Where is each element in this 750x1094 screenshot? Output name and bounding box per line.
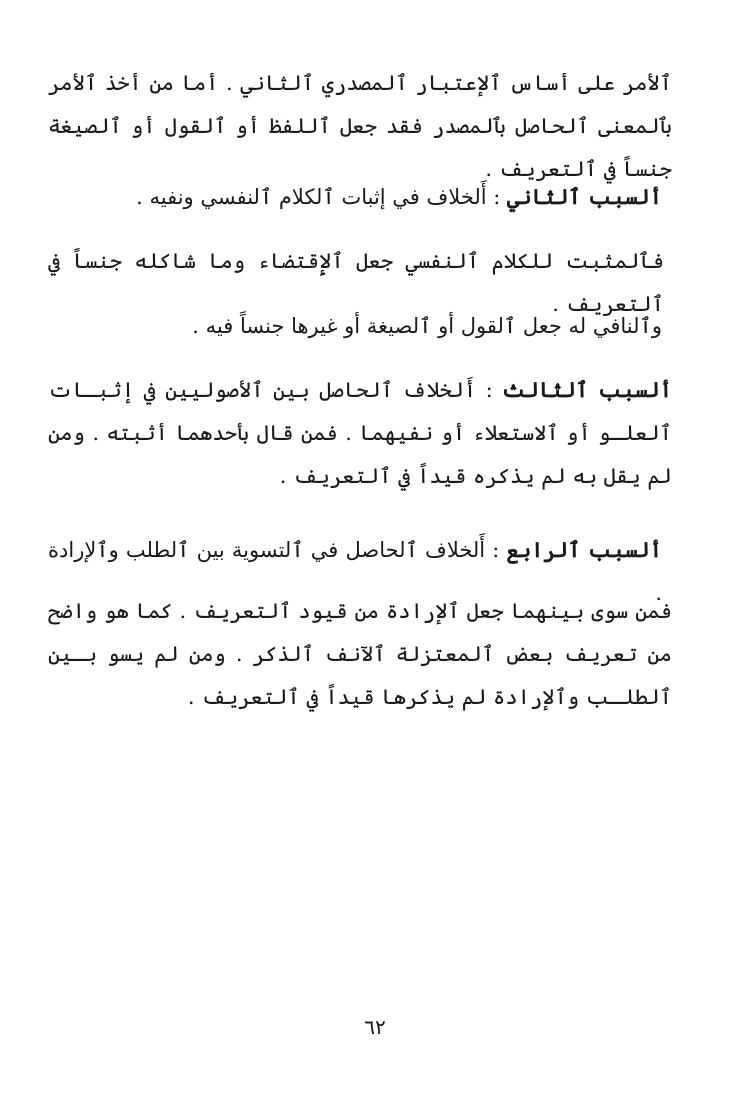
paragraph-2 — [48, 175, 662, 219]
paragraph-3-body: فٱلمثبت للكلام ٱلنفسي جعل ٱلإِقتضاء وما شاكله جنساً في ٱلتعريف . — [48, 249, 664, 316]
paragraph-7-body: فمن سوى بينهما جعل ٱلإرادة من قيود ٱلتعريف . كما هو واضح من تعريف بعض ٱلمعتزلة ٱلآنف ٱلذكر . ومن لم يسو بـين ٱلطلـب وٱلإرادة لم يذكرها قيداً في ٱلتعريف . — [48, 599, 672, 709]
paragraph-1 — [48, 62, 672, 191]
paragraph-5 — [48, 368, 672, 498]
paragraph-1-body: ٱلأمر على أساس ٱلإعتبار ٱلمصدري ٱلثاني . أما من أخذ ٱلأمر بٱلمعنى ٱلحاصل بٱلمصدر فقد جعل ٱللفظ أو ٱلقول أو ٱلصيغة جنساً في ٱلتعريف . — [48, 71, 672, 181]
paragraph-7 — [48, 590, 672, 719]
page-number: ٦٢ — [364, 1015, 386, 1039]
paragraph-6-heading: ألسبب ٱلرابع — [506, 537, 663, 562]
paragraph-2-heading: ألسبب ٱلثاني — [507, 184, 662, 209]
paragraph-5-heading: ألسبب ٱلثالث — [502, 377, 673, 402]
paragraph-5-body: : أَلخلاف ٱلحاصل بين ٱلأصوليين في إثبـات ٱلعلـو أو ٱلاستعلاء أو نفيهما . فمن قال بأحدهما أثبته . ومن لم يقل به لم يذكره قيداً في ٱلتعريف . — [48, 378, 672, 488]
paragraph-6-body: : أَلخلاف ٱلحاصل في ٱلتسوية بين ٱلطلب وٱلإرادة . — [48, 538, 662, 605]
paragraph-4-body: وٱلنافي له جعل ٱلقول أو ٱلصيغة أو غيرها جنساً فيه . — [192, 314, 662, 338]
paragraph-4 — [48, 305, 662, 348]
paragraph-2-body: : أَلخلاف في إثبات ٱلكلام ٱلنفسي ونفيه . — [136, 185, 508, 209]
